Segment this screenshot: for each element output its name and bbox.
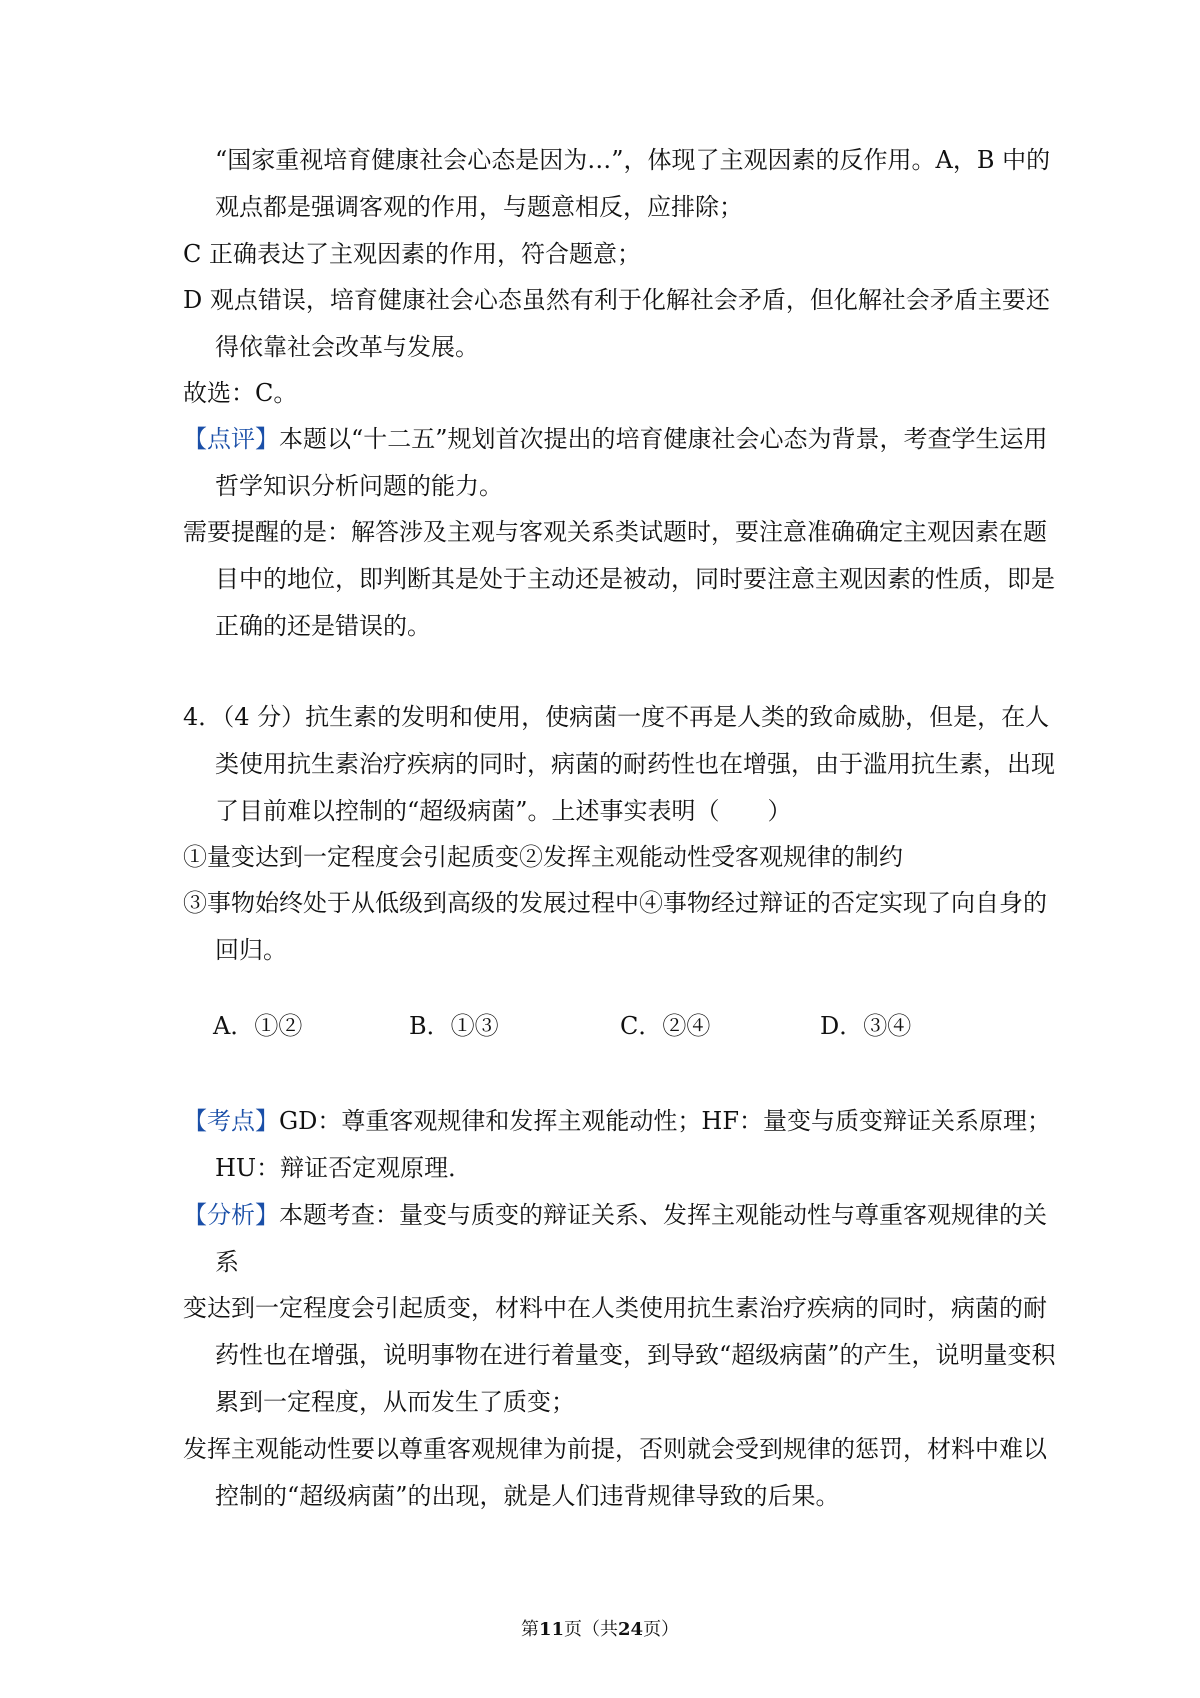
question-statement-1: ①量变达到一定程度会引起质变②发挥主观能动性受客观规律的制约 [183, 843, 903, 871]
footer-page-number: 11 [538, 1619, 564, 1640]
prev-answer-paragraph-3: D 观点错误，培育健康社会心态虽然有利于化解社会矛盾，但化解社会矛盾主要还得依靠社会改革与发展。 [183, 286, 1050, 361]
prev-answer-paragraph-1: “国家重视培育健康社会心态是因为…”，体现了主观因素的反作用。A，B 中的观点都是强调客观的作用，与题意相反，应排除； [215, 146, 1051, 221]
question-options [213, 1003, 1033, 1050]
option-d[interactable]: D．③④ [820, 1012, 912, 1040]
knowledge-point-paragraph [183, 1098, 1065, 1192]
prev-answer-choice: 故选：C。 [183, 379, 298, 407]
analysis-text: 本题考查：量变与质变的辩证关系、发挥主观能动性与尊重客观规律的关系 [215, 1201, 1047, 1276]
review-text: 本题以“十二五”规划首次提出的培育健康社会心态为背景，考查学生运用哲学知识分析问题的能力。 [215, 425, 1048, 500]
knowledge-point-tag: 【考点】 [183, 1107, 279, 1135]
analysis-tag: 【分析】 [183, 1201, 279, 1229]
analysis-body-paragraph-1: 变达到一定程度会引起质变，材料中在人类使用抗生素治疗疾病的同时，病菌的耐药性也在增强，说明事物在进行着量变，到导致“超级病菌”的产生，说明量变积累到一定程度，从而发生了质变； [183, 1294, 1056, 1416]
footer-suffix: 页） [643, 1619, 680, 1640]
footer-total-pages: 24 [618, 1619, 644, 1640]
footer-middle: 页（共 [564, 1619, 618, 1640]
review-tag: 【点评】 [183, 425, 279, 453]
prev-review-paragraph [183, 416, 1065, 510]
question-stem: 4．（4 分）抗生素的发明和使用，使病菌一度不再是人类的致命威胁，但是，在人类使用抗生素治疗疾病的同时，病菌的耐药性也在增强，由于滥用抗生素，出现了目前难以控制的“超级病菌”。上述事实表明（ ） [183, 703, 1055, 825]
analysis-paragraph [183, 1192, 1065, 1286]
footer-prefix: 第 [520, 1619, 539, 1640]
prev-answer-paragraph-2: C 正确表达了主观因素的作用，符合题意； [183, 240, 641, 268]
option-b[interactable]: B．①③ [409, 1012, 499, 1040]
page-footer [0, 1618, 1200, 1642]
question-statement-2: ③事物始终处于从低级到高级的发展过程中④事物经过辩证的否定实现了向自身的回归。 [183, 889, 1047, 964]
option-c[interactable]: C．②④ [620, 1012, 711, 1040]
knowledge-point-text: GD：尊重客观规律和发挥主观能动性；HF：量变与质变辩证关系原理；HU：辩证否定观原理． [215, 1107, 1051, 1182]
analysis-body-paragraph-2: 发挥主观能动性要以尊重客观规律为前提，否则就会受到规律的惩罚，材料中难以控制的“超级病菌”的出现，就是人们违背规律导致的后果。 [183, 1435, 1047, 1510]
option-a[interactable]: A．①② [213, 1012, 303, 1040]
prev-reminder-paragraph: 需要提醒的是：解答涉及主观与客观关系类试题时，要注意准确确定主观因素在题目中的地位，即判断其是处于主动还是被动，同时要注意主观因素的性质，即是正确的还是错误的。 [183, 518, 1055, 640]
